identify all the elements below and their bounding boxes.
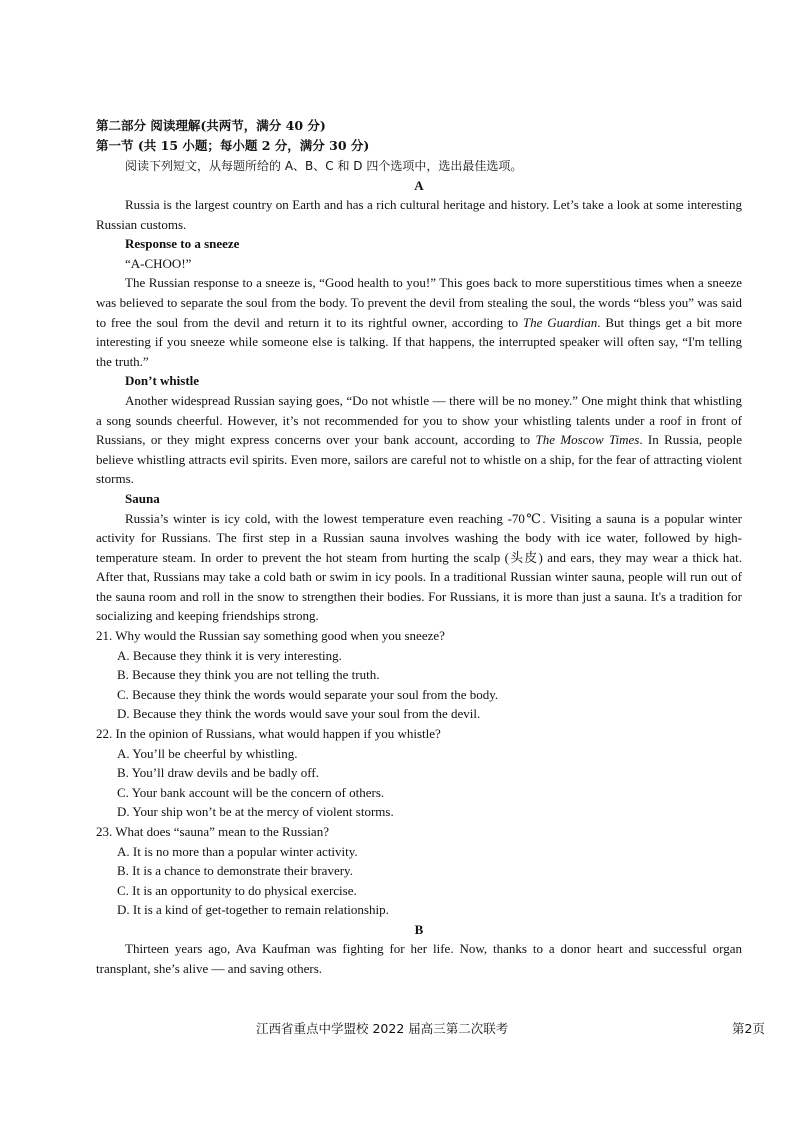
section-heading: 第一节 (共 15 小题；每小题 2 分，满分 30 分): [96, 138, 370, 153]
option-a: A. Because they think it is very interesting.: [117, 647, 342, 663]
instruction-text: 阅读下列短文，从每题所给的 A、B、C 和 D 四个选项中，选出最佳选项。: [125, 159, 523, 173]
option-c: C. It is an opportunity to do physical exercise.: [117, 882, 357, 898]
option-a: A. You’ll be cheerful by whistling.: [117, 745, 298, 761]
option-d: D. Because they think the words would save your soul from the devil.: [117, 706, 481, 722]
question-23: [96, 822, 742, 920]
option-b: B. It is a chance to demonstrate their bravery.: [117, 863, 353, 879]
question-21: [96, 626, 742, 724]
part-heading: 第二部分 阅读理解(共两节，满分 40 分): [96, 118, 326, 133]
paragraph-whistle: [96, 391, 742, 489]
passage-a-intro: Russia is the largest country on Earth and has a rich cultural heritage and history. Let’s take a look at some interesting Russian customs.: [96, 197, 742, 232]
passage-b-label: B: [414, 921, 424, 937]
source-moscow-times: The Moscow Times: [535, 432, 640, 448]
source-the-guardian: The Guardian: [522, 314, 598, 330]
question-22: [96, 724, 742, 822]
subheading-sneeze: Response to a sneeze: [125, 236, 240, 252]
paragraph-whistle-text-1: Another widespread Russian saying goes, “Do not whistle — there will be no money.” One might think that whistling a song sounds cheerful. However, it’s not recommended for you to show your whistling talents under a roof in front of Russians, or they might express concerns over your bank account, according to: [96, 392, 742, 448]
passage-a-label: A: [414, 178, 424, 193]
question-stem: 22. In the opinion of Russians, what would happen if you whistle?: [96, 726, 441, 742]
passage-b-paragraph: Thirteen years ago, Ava Kaufman was fighting for her life. Now, thanks to a donor heart and successful organ transplant, she’s alive — and saving others.: [96, 940, 742, 976]
paragraph-sneeze-text-2: . But things get a bit more interesting if you sneeze while someone else is talking. If that happens, the interrupted speaker will often say, “I'm telling the truth.”: [96, 314, 743, 369]
paragraph-sneeze-text-1: The Russian response to a sneeze is, “Good health to you!” This goes back to more superstitious times when a sneeze was believed to separate the soul from the body. To prevent the devil from stealing the soul, the words “bless you” was said to free the soul from the devil and return it to its rightful owner, according to: [96, 275, 742, 330]
option-b: B. Because they think you are not telling the truth.: [117, 667, 380, 683]
question-stem: 21. Why would the Russian say something good when you sneeze?: [96, 628, 445, 644]
paragraph-sauna: Russia’s winter is icy cold, with the lowest temperature even reaching -70℃. Visiting a sauna is a popular winter activity for Russians. The first step in a Russian sauna involves washing the body with ice water, followed by high-temperature steam. In order to prevent the hot steam from hurting the scalp (头皮) and ears, they may wear a thick hat. After that, Russians may take a cold bath or swim in icy pools. In a traditional Russian winter sauna, people will run out of the sauna room and roll in the snow to strengthen their bodies. For Russians, it is more than just a sauna. It's a tradition for socializing and keeping friendships strong.: [96, 510, 742, 624]
paragraph-whistle-text-2: . In Russia, people believe whistling attracts evil spirits. Even more, sailors are careful not to whistle on a ship, for the fear of attracting violent storms.: [96, 432, 742, 487]
sneeze-sound: “A-CHOO!”: [125, 255, 192, 271]
subheading-whistle: Don’t whistle: [125, 373, 200, 389]
paragraph-sneeze: [96, 273, 742, 371]
subheading-sauna: Sauna: [125, 490, 160, 506]
option-d: D. Your ship won’t be at the mercy of violent storms.: [117, 804, 394, 820]
option-c: C. Because they think the words would separate your soul from the body.: [117, 686, 499, 702]
footer-exam-title: 江西省重点中学盟校 2022 届高三第二次联考: [256, 1021, 509, 1036]
page-number: 第2页: [732, 1021, 765, 1036]
option-d: D. It is a kind of get-together to remain relationship.: [117, 902, 389, 918]
question-stem: 23. What does “sauna” mean to the Russian?: [96, 824, 329, 839]
option-a: A. It is no more than a popular winter activity.: [117, 843, 358, 859]
exam-page: [96, 116, 742, 978]
option-b: B. You’ll draw devils and be badly off.: [117, 765, 319, 781]
option-c: C. Your bank account will be the concern of others.: [117, 784, 385, 800]
